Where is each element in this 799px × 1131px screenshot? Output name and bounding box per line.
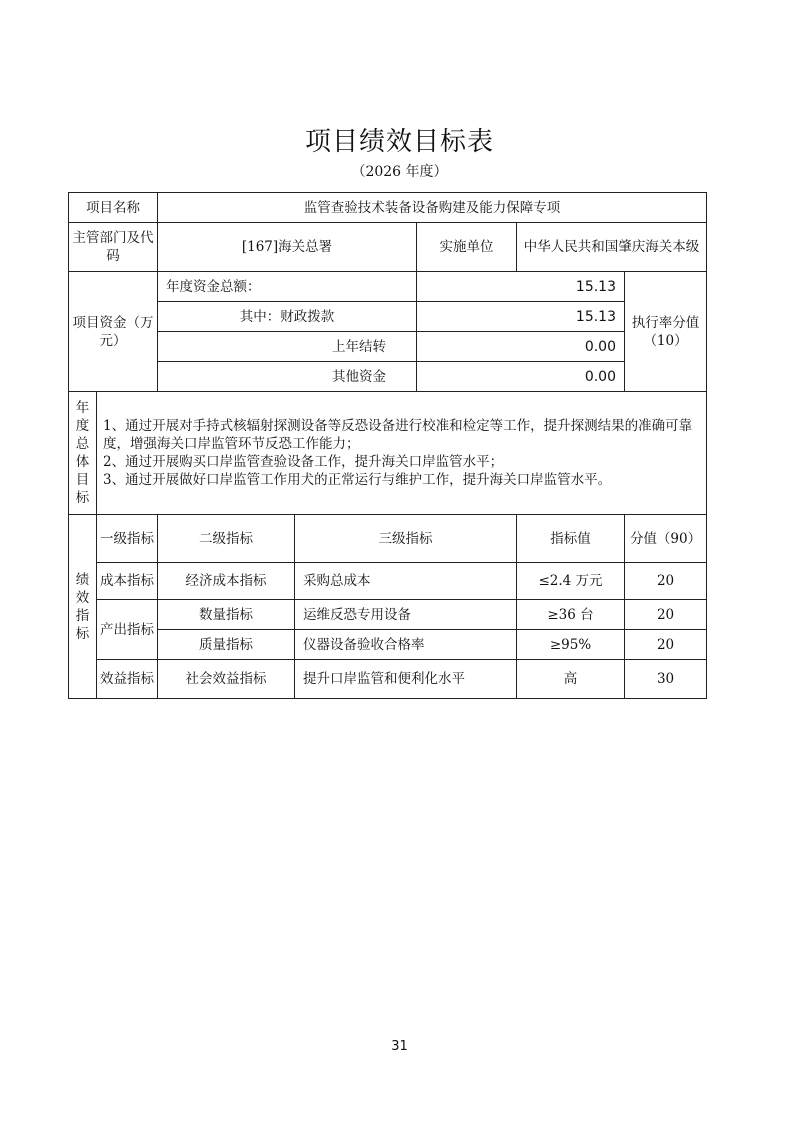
- fiscal-allocation-label: 其中：财政拨款: [158, 302, 417, 332]
- page-number: 31: [391, 1039, 408, 1054]
- indicator-score: 30: [625, 660, 707, 699]
- other-funds-label: 其他资金: [158, 362, 417, 392]
- implementing-unit-value: 中华人民共和国肇庆海关本级: [517, 223, 707, 272]
- document-year: （2026 年度）: [351, 164, 448, 180]
- indicator-value: ≤2.4 万元: [517, 563, 625, 600]
- indicator-level3: 仪器设备验收合格率: [295, 630, 517, 660]
- indicator-level3: 采购总成本: [295, 563, 517, 600]
- project-name-label: 项目名称: [69, 193, 158, 223]
- indicator-level3: 提升口岸监管和便利化水平: [295, 660, 517, 699]
- indicator-level2: 社会效益指标: [158, 660, 295, 699]
- indicator-level1: 成本指标: [97, 563, 158, 600]
- department-value: [167]海关总署: [158, 223, 417, 272]
- indicator-level2: 经济成本指标: [158, 563, 295, 600]
- annual-total-funds-label: 年度资金总额：: [158, 272, 417, 302]
- indicator-score: 20: [625, 563, 707, 600]
- implementing-unit-label: 实施单位: [417, 223, 517, 272]
- project-name-value: 监管查验技术装备设备购建及能力保障专项: [158, 193, 707, 223]
- indicator-level1: 效益指标: [97, 660, 158, 699]
- project-funds-label: 项目资金（万元）: [69, 272, 158, 392]
- performance-indicators-label: 绩效指标: [69, 515, 97, 699]
- header-level1: 一级指标: [97, 515, 158, 563]
- execution-rate-score-label: 执行率分值（10）: [625, 272, 707, 392]
- indicator-value: ≥95%: [517, 630, 625, 660]
- header-level2: 二级指标: [158, 515, 295, 563]
- header-score: 分值（90）: [625, 515, 707, 563]
- indicator-level2: 数量指标: [158, 600, 295, 630]
- indicator-level2: 质量指标: [158, 630, 295, 660]
- document-title: 项目绩效目标表: [304, 127, 494, 157]
- annual-goal-item: 3、通过开展做好口岸监管工作用犬的正常运行与维护工作，提升海关口岸监管水平。: [103, 472, 612, 488]
- annual-goal-item: 1、通过开展对手持式核辐射探测设备等反恐设备进行校准和检定等工作，提升探测结果的准确可靠度，增强海关口岸监管环节反恐工作能力；: [103, 418, 693, 452]
- performance-goal-table: [68, 192, 707, 699]
- other-funds-value: 0.00: [417, 362, 625, 392]
- indicator-value: ≥36 台: [517, 600, 625, 630]
- annual-goals-label: 年度总体目标: [69, 392, 97, 515]
- indicator-level1: 产出指标: [97, 600, 158, 660]
- indicator-score: 20: [625, 600, 707, 630]
- carryover-value: 0.00: [417, 332, 625, 362]
- indicator-score: 20: [625, 630, 707, 660]
- indicator-level3: 运维反恐专用设备: [295, 600, 517, 630]
- annual-goal-item: 2、通过开展购买口岸监管查验设备工作，提升海关口岸监管水平；: [103, 454, 504, 470]
- department-label: 主管部门及代码: [69, 223, 158, 272]
- carryover-label: 上年结转: [158, 332, 417, 362]
- header-level3: 三级指标: [295, 515, 517, 563]
- header-indicator-value: 指标值: [517, 515, 625, 563]
- fiscal-allocation-value: 15.13: [417, 302, 625, 332]
- indicator-value: 高: [517, 660, 625, 699]
- annual-goals-content: [97, 392, 707, 515]
- annual-total-funds-value: 15.13: [417, 272, 625, 302]
